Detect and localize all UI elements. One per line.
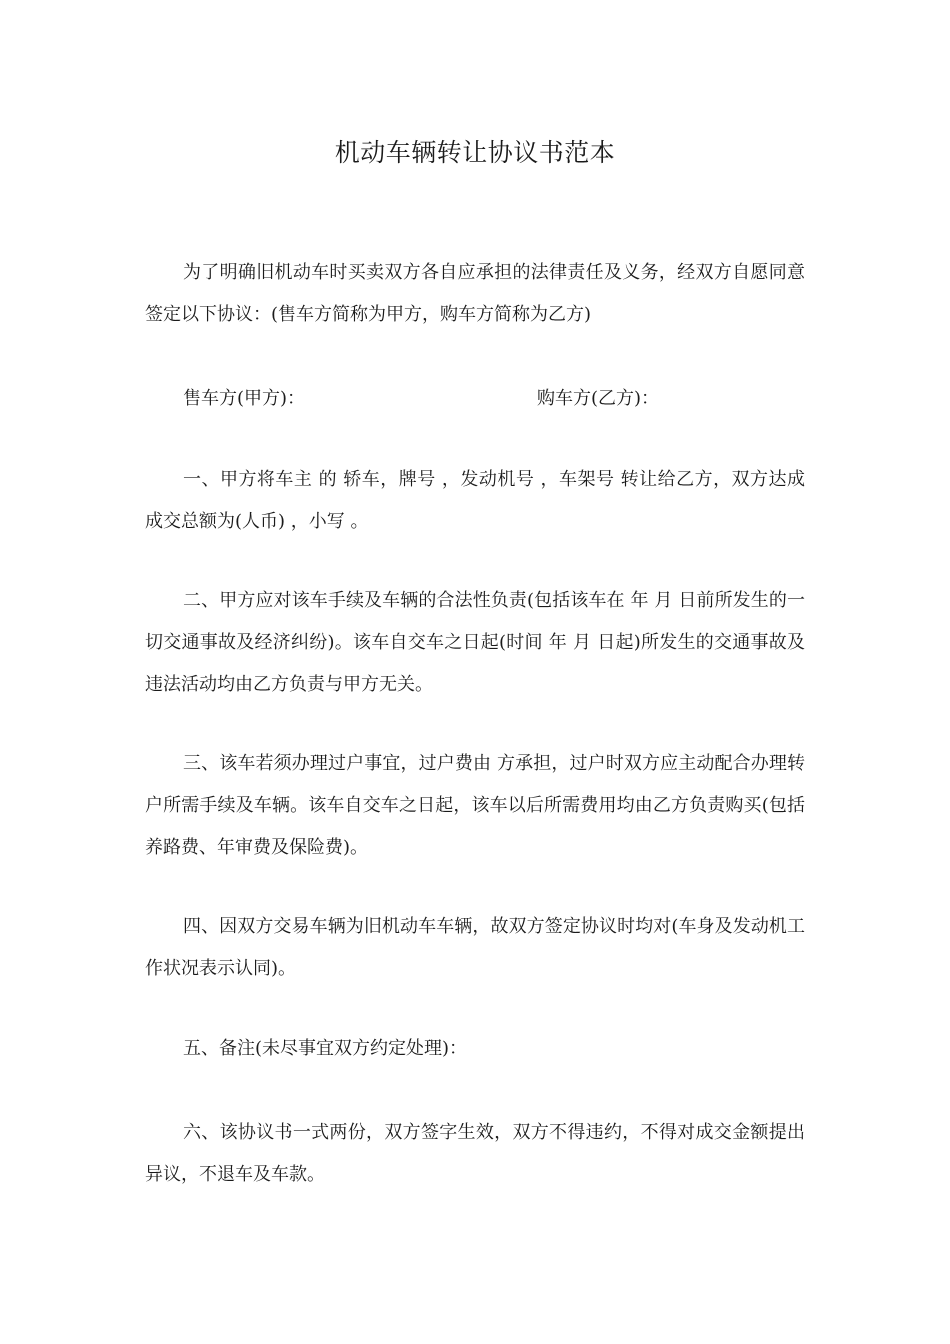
clause-5: 五、备注(未尽事宜双方约定处理)：	[183, 1038, 468, 1059]
intro-paragraph: 为了明确旧机动车时买卖双方各自应承担的法律责任及义务，经双方自愿同意签定以下协议：(售车方简称为甲方，购车方简称为乙方)	[145, 262, 805, 325]
buyer-label: 购车方(乙方)：	[537, 388, 660, 409]
clause-6: 六、该协议书一式两份，双方签字生效，双方不得违约，不得对成交金额提出异议，不退车及车款。	[145, 1122, 805, 1185]
clause-1: 一、甲方将车主 的 轿车，牌号 ，发动机号 ，车架号 转让给乙方，双方达成成交总额为(人币) ，小写 。	[145, 469, 805, 532]
clause-3: 三、该车若须办理过户事宜，过户费由 方承担，过户时双方应主动配合办理转户所需手续及车辆。该车自交车之日起，该车以后所需费用均由乙方负责购买(包括养路费、年审费及保险费)。	[145, 753, 805, 858]
document-title: 机动车辆转让协议书范本	[334, 138, 616, 167]
clause-4: 四、因双方交易车辆为旧机动车车辆，故双方签定协议时均对(车身及发动机工作状况表示认同)。	[145, 916, 805, 979]
parties-line	[183, 382, 803, 416]
seller-label: 售车方(甲方)：	[183, 388, 306, 409]
clause-2: 二、甲方应对该车手续及车辆的合法性负责(包括该车在 年 月 日前所发生的一切交通事故及经济纠纷)。该车自交车之日起(时间 年 月 日起)所发生的交通事故及违法活动均由乙方负责与甲方无关。	[145, 590, 805, 695]
